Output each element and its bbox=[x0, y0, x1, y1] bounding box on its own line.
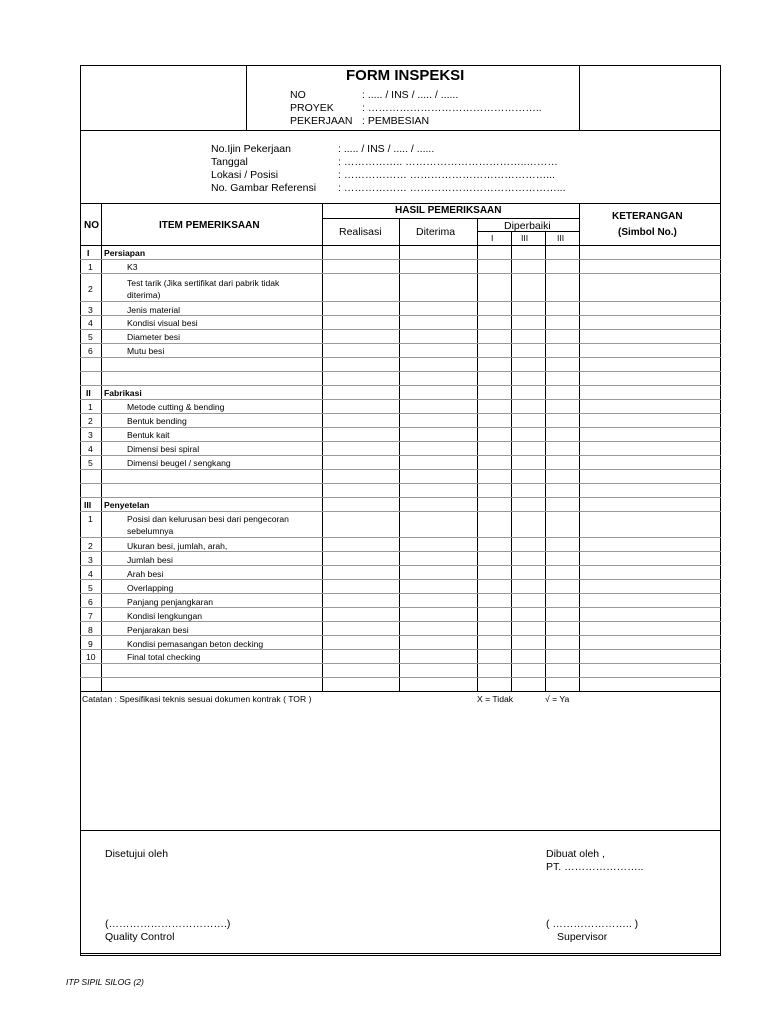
col-diterima-header: Diterima bbox=[416, 226, 456, 238]
row-item: Test tarik (Jika sertifikat dari pabrik tidak bbox=[127, 278, 280, 288]
row-separator bbox=[80, 483, 721, 484]
section-3-title: Penyetelan bbox=[104, 500, 150, 510]
info-gambar-value: : ……………… ……………………………………... bbox=[338, 182, 566, 194]
row-separator bbox=[80, 413, 721, 414]
header-no-value: : ..... / INS / ..... / ...... bbox=[362, 89, 459, 101]
header-proyek-value: : ………………………………………….. bbox=[362, 102, 542, 114]
row-no: 5 bbox=[88, 458, 93, 468]
row-item: Ukuran besi, jumlah, arah, bbox=[127, 541, 228, 551]
col-item-header: ITEM PEMERIKSAAN bbox=[159, 220, 260, 231]
row-separator bbox=[80, 635, 721, 636]
row-separator bbox=[80, 315, 721, 316]
header-proyek-label: PROYEK bbox=[290, 102, 334, 114]
section-1-title: Persiapan bbox=[104, 248, 146, 258]
row-no: 8 bbox=[88, 625, 93, 635]
row-no: 2 bbox=[88, 284, 93, 294]
row-item: Kondisi lengkungan bbox=[127, 611, 203, 621]
section-2-no: II bbox=[86, 388, 91, 398]
row-separator bbox=[80, 607, 721, 608]
row-item: Metode cutting & bending bbox=[127, 402, 225, 412]
row-item-cont: sebelumnya bbox=[127, 526, 174, 536]
row-no: 1 bbox=[88, 402, 93, 412]
info-ijin-label: No.Ijin Pekerjaan bbox=[211, 143, 291, 155]
row-no: 3 bbox=[88, 305, 93, 315]
row-no: 5 bbox=[88, 583, 93, 593]
signature-left-blank: (…………………………….) bbox=[105, 918, 231, 930]
row-separator bbox=[80, 621, 721, 622]
row-separator bbox=[80, 537, 721, 538]
col-divider-dp1 bbox=[511, 231, 512, 691]
row-no: 6 bbox=[88, 346, 93, 356]
row-separator bbox=[80, 497, 721, 498]
row-separator bbox=[80, 469, 721, 470]
row-no: 1 bbox=[88, 262, 93, 272]
signature-right-role: Supervisor bbox=[557, 931, 608, 943]
row-separator bbox=[80, 441, 721, 442]
row-no: 3 bbox=[88, 430, 93, 440]
diperbaiki-sub-3: III bbox=[557, 233, 565, 243]
row-item: K3 bbox=[127, 262, 138, 272]
info-tanggal-value: : …………….. ……………………………..……… bbox=[338, 156, 558, 168]
col-divider-dp2 bbox=[545, 231, 546, 691]
row-separator bbox=[80, 357, 721, 358]
row-item: Penjarakan besi bbox=[127, 625, 189, 635]
diperbaiki-sub-1: I bbox=[491, 233, 494, 243]
col-simbol-header: (Simbol No.) bbox=[618, 227, 677, 238]
row-separator bbox=[80, 343, 721, 344]
row-no: 4 bbox=[88, 569, 93, 579]
footer-code: ITP SIPIL SILOG (2) bbox=[66, 977, 144, 987]
row-separator bbox=[80, 385, 721, 386]
info-tanggal-label: Tanggal bbox=[211, 156, 248, 168]
row-separator bbox=[80, 677, 721, 678]
header-bottom-rule bbox=[80, 130, 721, 131]
row-no: 4 bbox=[88, 318, 93, 328]
signature-left-title: Disetujui oleh bbox=[105, 848, 169, 860]
form-title: FORM INSPEKSI bbox=[346, 67, 465, 84]
row-no: 1 bbox=[88, 514, 93, 524]
col-keterangan-header: KETERANGAN bbox=[612, 211, 683, 222]
row-no: 3 bbox=[88, 555, 93, 565]
row-separator bbox=[80, 427, 721, 428]
diperbaiki-sub-2: III bbox=[521, 233, 529, 243]
row-item: Diameter besi bbox=[127, 332, 181, 342]
info-lokasi-label: Lokasi / Posisi bbox=[211, 169, 279, 181]
table-top-rule bbox=[80, 203, 721, 204]
col-realisasi-header: Realisasi bbox=[339, 226, 382, 238]
hasil-under-rule bbox=[322, 218, 580, 219]
row-item: Kondisi pemasangan beton decking bbox=[127, 639, 264, 649]
col-divider-no bbox=[101, 203, 102, 691]
row-no: 4 bbox=[88, 444, 93, 454]
row-item: Bentuk kait bbox=[127, 430, 170, 440]
row-separator bbox=[80, 273, 721, 274]
row-separator bbox=[80, 551, 721, 552]
section-2-title: Fabrikasi bbox=[104, 388, 142, 398]
col-diperbaiki-header: Diperbaiki bbox=[504, 220, 551, 232]
col-divider-item bbox=[322, 203, 323, 691]
signature-right-blank: ( ………………….. ) bbox=[546, 918, 639, 930]
row-separator bbox=[80, 399, 721, 400]
signature-right-company: PT. ………………….. bbox=[546, 861, 644, 873]
signature-top-rule bbox=[80, 830, 721, 831]
info-ijin-value: : ..... / INS / ..... / ...... bbox=[338, 143, 435, 155]
notes-ya: √ = Ya bbox=[545, 694, 570, 704]
row-separator bbox=[80, 593, 721, 594]
row-no: 9 bbox=[88, 639, 93, 649]
row-item: Mutu besi bbox=[127, 346, 165, 356]
row-no: 5 bbox=[88, 332, 93, 342]
col-divider-keterangan bbox=[579, 203, 580, 691]
row-no: 7 bbox=[88, 611, 93, 621]
row-item: Dimensi beugel / sengkang bbox=[127, 458, 231, 468]
section-3-no: III bbox=[84, 500, 92, 510]
row-item-cont: diterima) bbox=[127, 290, 161, 300]
section-1-no: I bbox=[87, 248, 90, 258]
row-item: Panjang penjangkaran bbox=[127, 597, 214, 607]
header-divider-right bbox=[579, 65, 580, 130]
row-item: Final total checking bbox=[127, 652, 201, 662]
header-pekerjaan-value: : PEMBESIAN bbox=[362, 115, 430, 127]
row-item: Arah besi bbox=[127, 569, 164, 579]
signature-right-title: Dibuat oleh , bbox=[546, 848, 605, 860]
row-no: 2 bbox=[88, 416, 93, 426]
signature-left-role: Quality Control bbox=[105, 931, 175, 943]
row-item: Posisi dan kelurusan besi dari pengecoran bbox=[127, 514, 289, 524]
row-no: 10 bbox=[86, 652, 96, 662]
row-separator bbox=[80, 329, 721, 330]
row-separator bbox=[80, 579, 721, 580]
row-separator bbox=[80, 649, 721, 650]
row-no: 6 bbox=[88, 597, 93, 607]
row-item: Jenis material bbox=[127, 305, 181, 315]
row-separator bbox=[80, 565, 721, 566]
row-item: Kondisi visual besi bbox=[127, 318, 198, 328]
row-separator bbox=[80, 301, 721, 302]
row-separator bbox=[80, 511, 721, 512]
col-hasil-header: HASIL PEMERIKSAAN bbox=[395, 205, 502, 216]
row-separator bbox=[80, 663, 721, 664]
row-no: 2 bbox=[88, 541, 93, 551]
table-bottom-rule bbox=[80, 691, 721, 692]
row-separator bbox=[80, 455, 721, 456]
info-gambar-label: No. Gambar Referensi bbox=[211, 182, 317, 194]
row-item: Jumlah besi bbox=[127, 555, 173, 565]
header-divider-left bbox=[246, 65, 247, 130]
table-header-bottom-rule bbox=[80, 245, 721, 246]
header-pekerjaan-label: PEKERJAAN bbox=[290, 115, 353, 127]
row-separator bbox=[80, 259, 721, 260]
row-item: Overlapping bbox=[127, 583, 174, 593]
notes-catatan: Catatan : Spesifikasi teknis sesuai dokumen kontrak ( TOR ) bbox=[82, 694, 312, 704]
row-separator bbox=[80, 371, 721, 372]
info-lokasi-value: : ……………… …………………………………... bbox=[338, 169, 556, 181]
form-bottom-double-rule bbox=[80, 953, 721, 956]
notes-tidak: X = Tidak bbox=[477, 694, 514, 704]
row-item: Dimensi besi spiral bbox=[127, 444, 200, 454]
col-no-header: NO bbox=[84, 220, 99, 231]
header-no-label: NO bbox=[290, 89, 306, 101]
row-item: Bentuk bending bbox=[127, 416, 187, 426]
